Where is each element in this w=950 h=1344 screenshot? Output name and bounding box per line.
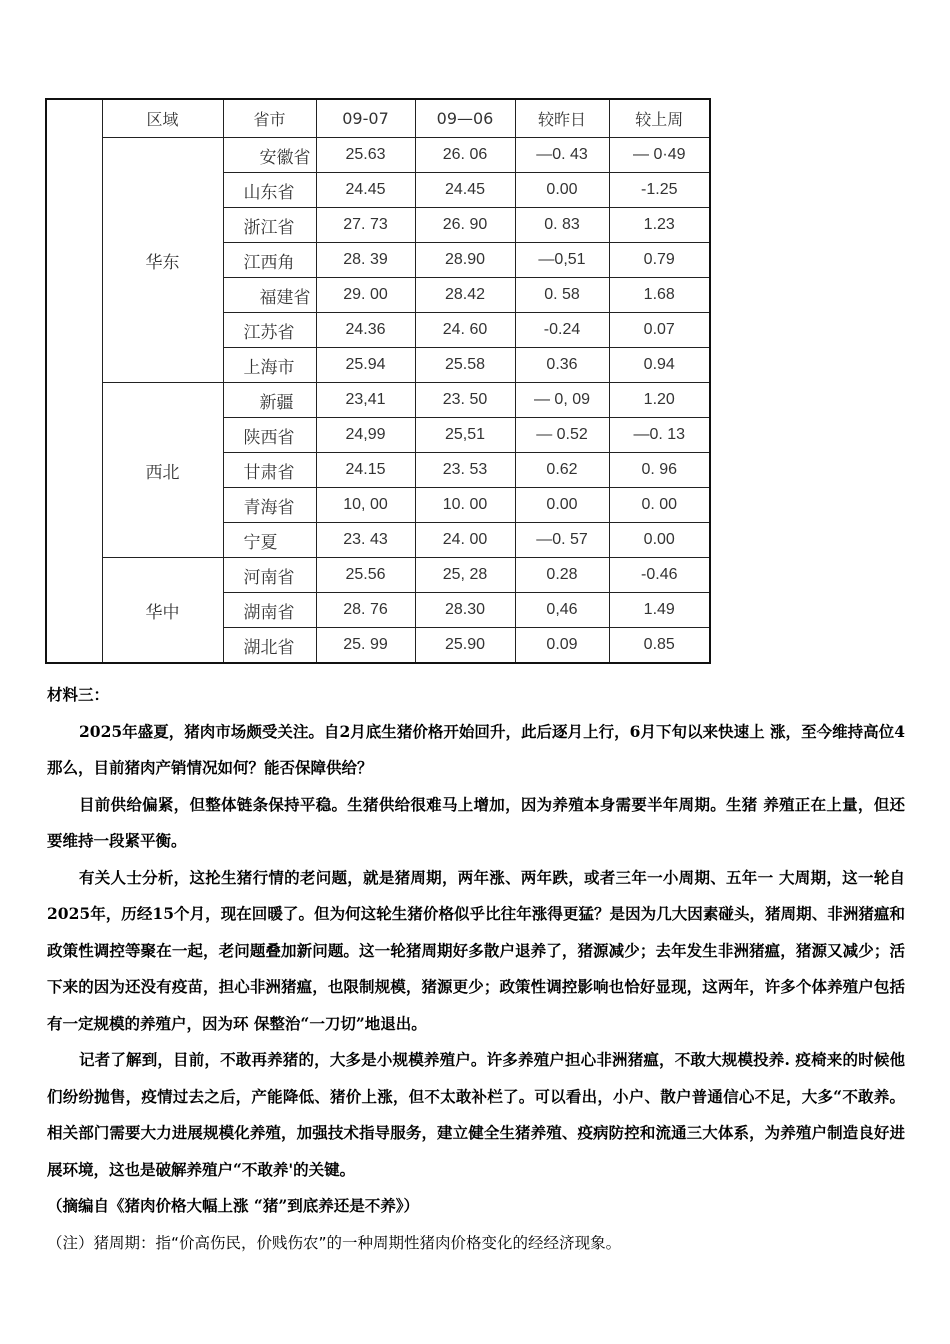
price-0907-cell: 28. 76 [316, 593, 415, 628]
province-cell: 安徽省 [223, 138, 316, 173]
price-0907-cell: 10, 00 [316, 488, 415, 523]
change-day-cell: 0.00 [515, 173, 609, 208]
change-week-cell: 0. 00 [609, 488, 710, 523]
province-cell: 宁夏 [223, 523, 316, 558]
change-week-cell: — 0·49 [609, 138, 710, 173]
change-day-cell: -0.24 [515, 313, 609, 348]
change-week-cell: 1.68 [609, 278, 710, 313]
change-week-cell: 0.00 [609, 523, 710, 558]
province-cell: 江西角 [223, 243, 316, 278]
material-title: 材料三： [47, 685, 110, 704]
price-0906-cell: 25.90 [415, 628, 515, 664]
change-day-cell: —0. 57 [515, 523, 609, 558]
region-cell: 华东 [102, 138, 223, 383]
change-day-cell: —0,51 [515, 243, 609, 278]
change-day-cell: 0.36 [515, 348, 609, 383]
price-0907-cell: 28. 39 [316, 243, 415, 278]
change-week-cell: 0.07 [609, 313, 710, 348]
change-week-cell: 0.79 [609, 243, 710, 278]
header-date-2: 09—06 [415, 99, 515, 138]
table-row [46, 138, 710, 173]
price-0906-cell: 26. 06 [415, 138, 515, 173]
change-day-cell: 0.28 [515, 558, 609, 593]
price-0907-cell: 25.56 [316, 558, 415, 593]
province-cell: 上海市 [223, 348, 316, 383]
article-body [47, 677, 905, 1261]
change-week-cell: 1.49 [609, 593, 710, 628]
change-week-cell: -0.46 [609, 558, 710, 593]
change-day-cell: 0,46 [515, 593, 609, 628]
price-0906-cell: 25, 28 [415, 558, 515, 593]
price-0907-cell: 24.45 [316, 173, 415, 208]
price-0906-cell: 23. 53 [415, 453, 515, 488]
province-cell: 浙江省 [223, 208, 316, 243]
change-day-cell: 0.09 [515, 628, 609, 664]
province-cell: 湖南省 [223, 593, 316, 628]
price-table [45, 98, 711, 664]
footnote: （注）猪周期：指“价高伤民，价贱伤农”的一种周期性猪肉价格变化的经经济现象。 [47, 1233, 622, 1252]
price-0906-cell: 28.30 [415, 593, 515, 628]
price-0907-cell: 25.94 [316, 348, 415, 383]
change-week-cell: 0. 96 [609, 453, 710, 488]
price-0906-cell: 24. 00 [415, 523, 515, 558]
price-0906-cell: 25,51 [415, 418, 515, 453]
price-0907-cell: 23. 43 [316, 523, 415, 558]
price-0907-cell: 24,99 [316, 418, 415, 453]
price-0906-cell: 28.42 [415, 278, 515, 313]
region-cell: 华中 [102, 558, 223, 664]
change-week-cell: -1.25 [609, 173, 710, 208]
change-week-cell: 1.20 [609, 383, 710, 418]
paragraph-2: 目前供给偏紧，但整体链条保持平稳。生猪供给很难马上增加，因为养殖本身需要半年周期。生猪 养殖正在上量，但还要维持一段紧平衡。 [47, 794, 905, 850]
price-0907-cell: 27. 73 [316, 208, 415, 243]
header-change-week: 较上周 [609, 99, 710, 138]
header-province: 省市 [223, 99, 316, 138]
price-0907-cell: 23,41 [316, 383, 415, 418]
province-cell: 河南省 [223, 558, 316, 593]
price-0906-cell: 24. 60 [415, 313, 515, 348]
source-citation: （摘编自《猪肉价格大幅上涨 “猪”到底养还是不养》） [47, 1196, 419, 1215]
change-week-cell: 1.23 [609, 208, 710, 243]
header-change-day: 较昨日 [515, 99, 609, 138]
change-week-cell: 0.85 [609, 628, 710, 664]
price-0906-cell: 26. 90 [415, 208, 515, 243]
change-day-cell: 0. 83 [515, 208, 609, 243]
price-0907-cell: 25. 99 [316, 628, 415, 664]
province-cell: 新疆 [223, 383, 316, 418]
province-cell: 青海省 [223, 488, 316, 523]
blank-column [46, 99, 102, 663]
price-0906-cell: 25.58 [415, 348, 515, 383]
paragraph-4: 记者了解到，目前，不敢再养猪的，大多是小规模养殖户。许多养殖户担心非洲猪瘟，不敢大规模投养. 疫椅来的时候他们纷纷抛售，疫情过去之后，产能降低、猪价上涨，但不太敢补栏了。可以看出，小户、散户普通信心不足，大多“不敢养。相关部门需要大力进展规模化养殖，加强技术指导服务，建立健全生猪养殖、疫病防控和流通三大体系，为养殖户制造良好进展环境，这也是破解养殖户“不敢养'的关键。 [47, 1050, 905, 1179]
province-cell: 陕西省 [223, 418, 316, 453]
table-row [46, 558, 710, 593]
paragraph-3: 有关人士分析，这抡生猪行情的老问题，就是猪周期，两年涨、两年跌，或者三年一小周期、五年一 大周期，这一轮自2025年，历经15个月，现在回暖了。但为何这轮生猪价格似乎比往年涨得更猛？是因为几大因素碰头，猪周期、非洲猪瘟和政策性调控等聚在一起，老问题叠加新问题。这一轮猪周期好多散户退养了，猪源减少；去年发生非洲猪瘟，猪源又减少；活下来的因为还没有疫苗，担心非洲猪瘟，也限制规模，猪源更少；政策性调控影响也恰好显现，这两年，许多个体养殖户包括有一定规模的养殖户，因为环 保整治“一刀切”地退出。 [47, 867, 905, 1033]
change-day-cell: 0.62 [515, 453, 609, 488]
province-cell: 山东省 [223, 173, 316, 208]
change-day-cell: — 0, 09 [515, 383, 609, 418]
price-0907-cell: 24.36 [316, 313, 415, 348]
region-cell: 西北 [102, 383, 223, 558]
price-0907-cell: 25.63 [316, 138, 415, 173]
header-region: 区域 [102, 99, 223, 138]
price-0907-cell: 24.15 [316, 453, 415, 488]
province-cell: 甘肃省 [223, 453, 316, 488]
province-cell: 湖北省 [223, 628, 316, 664]
province-cell: 江苏省 [223, 313, 316, 348]
change-day-cell: — 0.52 [515, 418, 609, 453]
price-0906-cell: 23. 50 [415, 383, 515, 418]
price-0907-cell: 29. 00 [316, 278, 415, 313]
table-row [46, 383, 710, 418]
change-week-cell: 0.94 [609, 348, 710, 383]
change-day-cell: 0.00 [515, 488, 609, 523]
change-day-cell: 0. 58 [515, 278, 609, 313]
header-date-1: 09-07 [316, 99, 415, 138]
province-cell: 福建省 [223, 278, 316, 313]
price-0906-cell: 28.90 [415, 243, 515, 278]
paragraph-1: 2025年盛夏，猪肉市场颇受关注。自2月底生猪价格开始回升，此后逐月上行，6月下旬以来快速上 涨，至今维持高位4那么，目前猪肉产销情况如何？能否保障供给？ [47, 721, 905, 777]
price-0906-cell: 10. 00 [415, 488, 515, 523]
change-week-cell: —0. 13 [609, 418, 710, 453]
price-0906-cell: 24.45 [415, 173, 515, 208]
change-day-cell: —0. 43 [515, 138, 609, 173]
